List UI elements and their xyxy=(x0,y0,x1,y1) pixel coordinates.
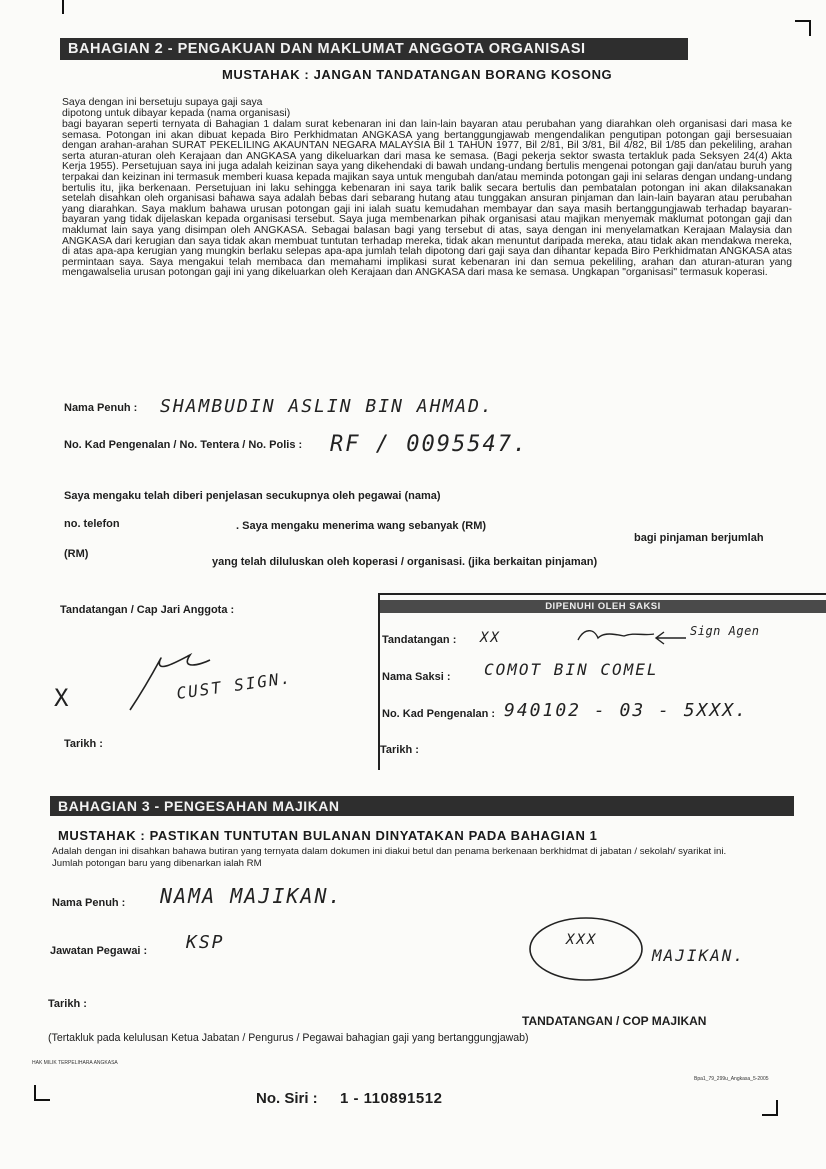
employer-name-value: NAMA MAJIKAN. xyxy=(160,884,343,908)
member-ic-label: No. Kad Pengenalan / No. Tentera / No. Polis : xyxy=(64,439,303,451)
member-signature xyxy=(50,640,350,720)
section-2-subtitle: MUSTAHAK : JANGAN TANDATANGAN BORANG KOSONG xyxy=(222,67,613,82)
arrow-left-icon xyxy=(650,628,690,648)
employer-sign-text: MAJIKAN. xyxy=(652,946,746,965)
witness-ic-value: 940102 - 03 - 5XXX. xyxy=(504,700,748,721)
officer-post-label: Jawatan Pegawai : xyxy=(50,945,148,957)
member-ic-value: RF / 0095547. xyxy=(330,432,529,457)
phone-label: no. telefon xyxy=(64,518,120,530)
section-3-amount: Jumlah potongan baru yang dibenarkan ialah RM xyxy=(52,858,262,869)
employer-signature-label: TANDATANGAN / COP MAJIKAN xyxy=(522,1014,707,1028)
employer-stamp-value: XXX xyxy=(566,932,598,948)
section-2-intro xyxy=(62,98,792,119)
form-code: Bpa1_79_299u_Angkasa_5-2005 xyxy=(694,1076,769,1082)
corner-mark-bottom-left xyxy=(34,1085,50,1101)
witness-ic-label: No. Kad Pengenalan : xyxy=(382,708,496,720)
member-name-label: Nama Penuh : xyxy=(64,402,138,414)
witness-signature-label: Tandatangan : xyxy=(382,634,457,646)
member-date-label: Tarikh : xyxy=(64,738,103,750)
intro-line: dipotong untuk dibayar kepada (nama organisasi) xyxy=(62,107,291,119)
explanation-label: Saya mengaku telah diberi penjelasan secukupnya oleh pegawai (nama) xyxy=(64,490,441,502)
employer-name-label: Nama Penuh : xyxy=(52,897,126,909)
received-amount-label: . Saya mengaku menerima wang sebanyak (RM) xyxy=(236,520,487,532)
copyright-notice: HAK MILIK TERPELIHARA ANGKASA xyxy=(32,1060,118,1066)
witness-date-label: Tarikh : xyxy=(380,744,419,756)
section-2-body: bagi bayaran seperti ternyata di Bahagian 1 dalam surat kebenaran ini dan lain-lain bayaran atau perubahan yang diarahkan oleh organisasi dari masa ke semasa. Potongan ini akan dibuat kepada Biro Perkhidmatan ANGKASA yang bertanggungjawab mengendalikan pengutipan potongan gaji bersesuaian dengan arahan-arahan SURAT PEKELILING AKAUNTAN NEGARA MALAYSIA Bil 1 TAHUN 1977, Bil 2/81, Bil 3/81, Bil 4/82, Bil 1/85 dan pekeliling, arahan serta aturan-aturan oleh Kerajaan dan ANGKASA yang dikeluarkan dari masa ke semasa. (Bagi pekerja sektor swasta tertakluk pada Seksyen 24(4) Akta Kerja 1955). Persetujuan saya ini juga adalah keizinan saya yang dikehendaki di bawah undang-undang bertulis mengenai potongan gaji dan/atau buruh yang terpakai dan keizinan ini termasuk memberi kuasa kepada majikan saya untuk mengubah dan/atau meminda potongan gaji ini selaras dengan undang-undang bertulis itu, jika berkenaan. Persetujuan ini laku sehingga kebenaran ini saya tarik balik secara bertulis dan pembatalan potongan ini akan dilaksanakan setelah disahkan oleh organisasi bahawa saya adalah bebas dari sebarang hutang atau tunggakan ansuran pinjaman dan lain-lain bayaran atau perubahan yang diarahkan. Saya maklum bahawa urusan potongan gaji ini ialah suatu kemudahan membayar dan saya masih bertanggungjawab terhadap bayaran-bayaran yang tidak dijelaskan kepada organisasi tersebut. Saya juga membenarkan pihak organisasi atau majikan menyemak maklumat potongan gaji dan maklumat lain saya yang disimpan oleh ANGKASA. Sebagai balasan bagi yang tersebut di atas, saya dengan ini menyelamatkan Kerajaan Malaysia dan ANGKASA dari kerugian dan saya tidak akan membuat tuntutan terhadap mereka, tidak akan menuntut daripada mereka, atau tidak akan mendakwa mereka, di atas apa-apa kerugian yang mungkin berlaku selepas apa-apa jumlah telah dipotong dari gaji saya dan dihantar kepada Biro Perkhidmatan ANGKASA atas permintaan saya. Saya mengakui telah membaca dan memahami implikasi surat kebenaran ini dan semua pekeliling, arahan dan aturan-aturan yang mengawalselia urusan potongan gaji ini yang dikeluarkan oleh Kerajaan dan ANGKASA dari masa ke semasa. Ungkapan "organisasi" termasuk koperasi. xyxy=(62,119,792,279)
approved-label: yang telah diluluskan oleh koperasi / organisasi. (jika berkaitan pinjaman) xyxy=(212,556,598,568)
corner-mark-top-left xyxy=(62,0,78,14)
witness-signature-note: Sign Agen xyxy=(690,624,760,638)
section-3-subtitle: MUSTAHAK : PASTIKAN TUNTUTAN BULANAN DINYATAKAN PADA BAHAGIAN 1 xyxy=(58,828,598,843)
section-2-band: BAHAGIAN 2 - PENGAKUAN DAN MAKLUMAT ANGGOTA ORGANISASI xyxy=(60,38,688,60)
corner-mark-top-right xyxy=(795,20,811,36)
witness-name-value: COMOT BIN COMEL xyxy=(484,660,659,679)
witness-name-label: Nama Saksi : xyxy=(382,671,451,683)
rm-label: (RM) xyxy=(64,548,89,560)
approval-footnote: (Tertakluk pada kelulusan Ketua Jabatan / Pengurus / Pegawai bahagian gaji yang bertanggungjawab) xyxy=(48,1032,529,1044)
witness-header: DIPENUHI OLEH SAKSI xyxy=(380,600,826,613)
loan-amount-label: bagi pinjaman berjumlah xyxy=(634,532,764,544)
section-3-band: BAHAGIAN 3 - PENGESAHAN MAJIKAN xyxy=(50,796,794,816)
officer-post-value: KSP xyxy=(186,932,225,953)
cross-mark: X xyxy=(54,684,71,712)
corner-mark-bottom-right xyxy=(762,1100,778,1116)
customer-sign-text: CUST SIGN. xyxy=(175,667,294,704)
section-3-confirmation: Adalah dengan ini disahkan bahawa butiran yang ternyata dalam dokumen ini diakui betul dan penama berkenaan berkhidmat di jabatan / sekolah/ syarikat ini. xyxy=(52,846,727,857)
employer-stamp-circle xyxy=(526,914,646,984)
employer-date-label: Tarikh : xyxy=(48,998,87,1010)
member-name-value: SHAMBUDIN ASLIN BIN AHMAD. xyxy=(160,396,494,417)
serial-label: No. Siri : xyxy=(256,1090,318,1107)
intro-line: Saya dengan ini bersetuju supaya gaji saya xyxy=(62,97,263,108)
member-signature-label: Tandatangan / Cap Jari Anggota : xyxy=(60,604,235,616)
serial-number: 1 - 110891512 xyxy=(340,1090,443,1107)
witness-signature-value: XX xyxy=(480,630,501,646)
